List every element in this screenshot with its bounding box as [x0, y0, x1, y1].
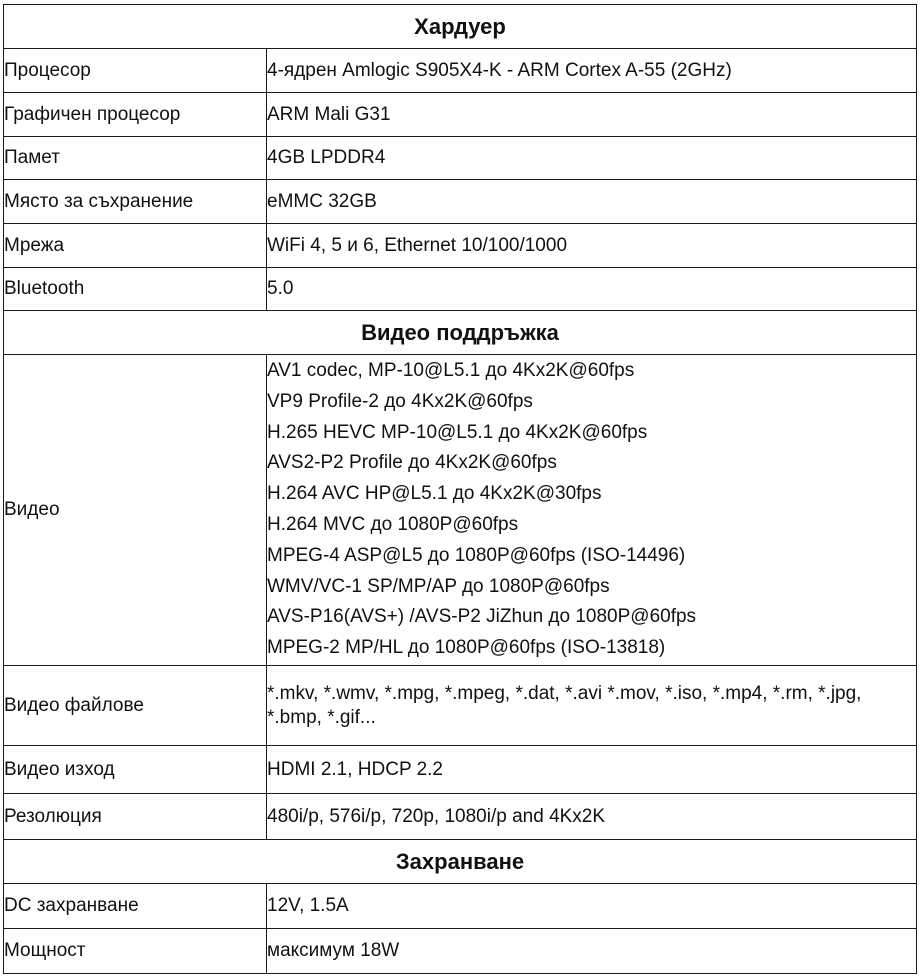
section-title-hardware: Хардуер — [4, 5, 917, 49]
row-label: Видео — [4, 355, 267, 666]
row-value: HDMI 2.1, HDCP 2.2 — [267, 746, 917, 794]
row-value: 12V, 1.5A — [267, 884, 917, 929]
table-row — [4, 180, 917, 224]
row-label: Мрежа — [4, 224, 267, 268]
row-label: Bluetooth — [4, 268, 267, 311]
codec-line: AVS-P16(AVS+) /AVS-P2 JiZhun до 1080P@60fps — [267, 606, 697, 628]
codec-line: AVS2-P2 Profile до 4Kx2K@60fps — [267, 452, 557, 474]
row-value: *.mkv, *.wmv, *.mpg, *.mpeg, *.dat, *.avi *.mov, *.iso, *.mp4, *.rm, *.jpg, *.bmp, *.gif... — [267, 666, 917, 746]
section-header-row — [4, 840, 917, 884]
codec-line: WMV/VC-1 SP/MP/AP до 1080P@60fps — [267, 575, 610, 597]
codec-line: H.265 HEVC MP-10@L5.1 до 4Kx2K@60fps — [267, 421, 648, 443]
codec-line: AV1 codec, MP-10@L5.1 до 4Kx2K@60fps — [267, 360, 635, 382]
row-value: ARM Mali G31 — [267, 93, 917, 137]
row-label: Графичен процесор — [4, 93, 267, 137]
row-label: Видео файлове — [4, 666, 267, 746]
row-value: максимум 18W — [267, 929, 917, 974]
table-row — [4, 355, 917, 666]
table-row — [4, 268, 917, 311]
table-row — [4, 794, 917, 840]
row-label: Резолюция — [4, 794, 267, 840]
table-row — [4, 93, 917, 137]
row-label: Процесор — [4, 49, 267, 93]
section-header-row — [4, 311, 917, 355]
row-label: Памет — [4, 137, 267, 180]
row-value: eMMC 32GB — [267, 180, 917, 224]
row-value: 480i/p, 576i/p, 720p, 1080i/p and 4Kx2K — [267, 794, 917, 840]
spec-table — [3, 4, 917, 974]
section-header-row — [4, 5, 917, 49]
table-row — [4, 666, 917, 746]
video-codec-list — [267, 355, 917, 666]
table-row — [4, 929, 917, 974]
row-value: WiFi 4, 5 и 6, Ethernet 10/100/1000 — [267, 224, 917, 268]
table-row — [4, 746, 917, 794]
row-label: DC захранване — [4, 884, 267, 929]
section-title-video: Видео поддръжка — [4, 311, 917, 355]
table-row — [4, 49, 917, 93]
table-row — [4, 884, 917, 929]
codec-line: H.264 MVC до 1080P@60fps — [267, 514, 519, 535]
codec-line: MPEG-4 ASP@L5 до 1080P@60fps (ISO-14496) — [267, 544, 686, 566]
row-label: Видео изход — [4, 746, 267, 794]
row-value: 4-ядрен Amlogic S905X4-K - ARM Cortex A-55 (2GHz) — [267, 49, 917, 93]
row-value: 5.0 — [267, 268, 917, 311]
row-label: Място за съхранение — [4, 180, 267, 224]
row-label: Мощност — [4, 929, 267, 974]
codec-line: VP9 Profile-2 до 4Kx2K@60fps — [267, 390, 533, 412]
row-value: 4GB LPDDR4 — [267, 137, 917, 180]
table-row — [4, 224, 917, 268]
table-row — [4, 137, 917, 180]
codec-line: H.264 AVC HP@L5.1 до 4Kx2K@30fps — [267, 483, 602, 505]
codec-line: MPEG-2 MP/HL до 1080P@60fps (ISO-13818) — [267, 637, 666, 659]
section-title-power: Захранване — [4, 840, 917, 884]
